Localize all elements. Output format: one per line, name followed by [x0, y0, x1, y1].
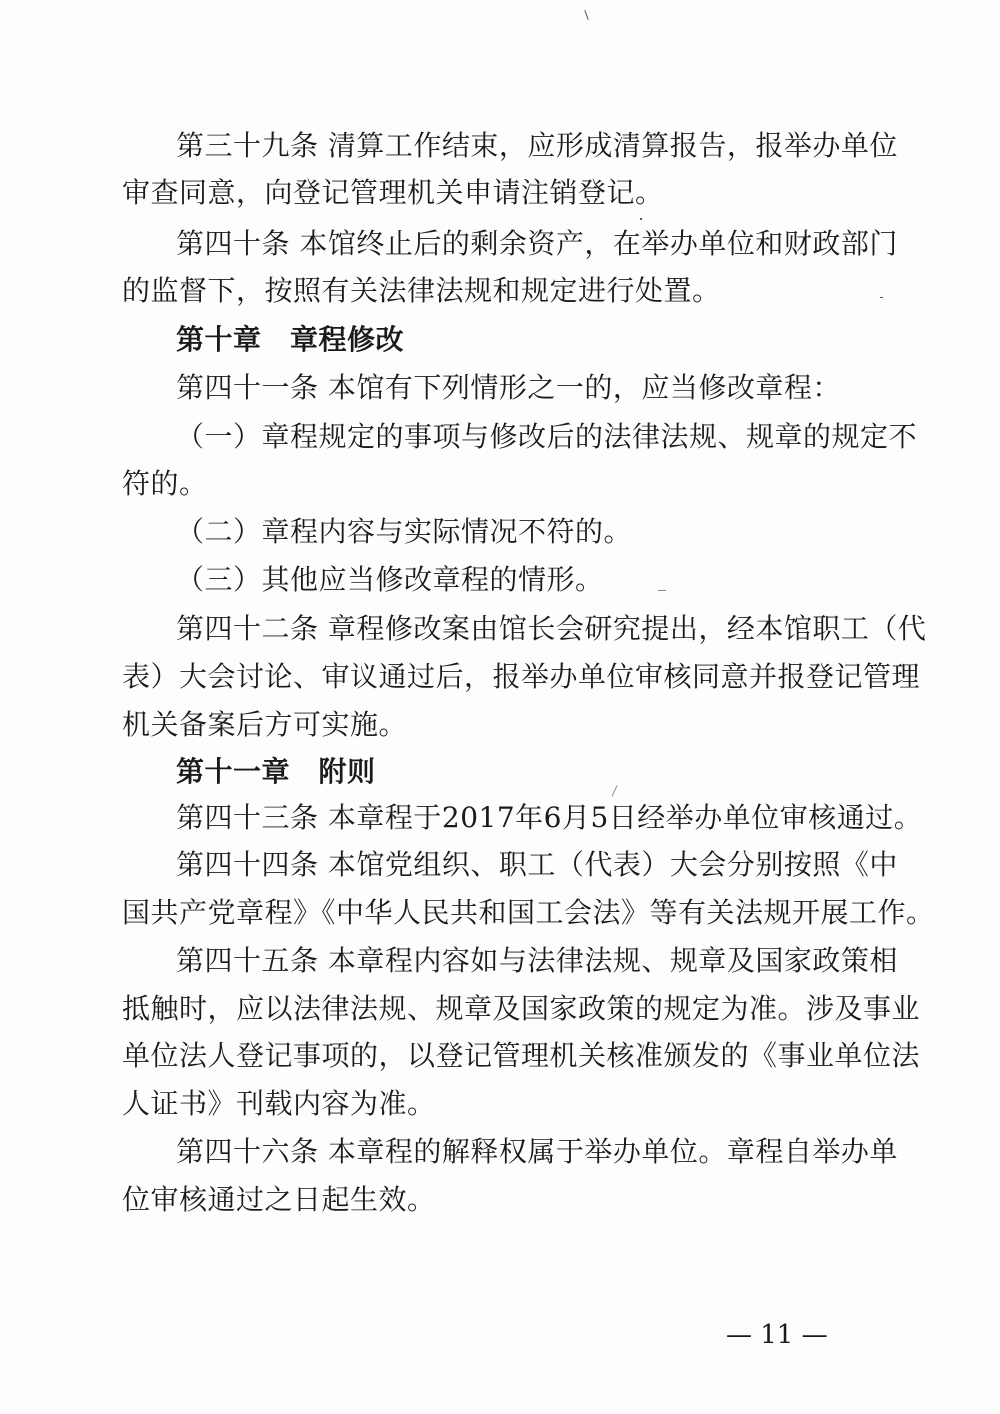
article-42-line-2: 表）大会讨论、审议通过后，报举办单位审核同意并报登记管理 [122, 660, 921, 693]
article-41-item-1-line-2: 符的。 [122, 467, 208, 500]
scan-speck [640, 218, 642, 220]
article-39-line-1: 第三十九条 清算工作结束，应形成清算报告，报举办单位 [176, 129, 898, 162]
article-46-line-1: 第四十六条 本章程的解释权属于举办单位。章程自举办单 [176, 1135, 898, 1168]
article-40-line-1: 第四十条 本馆终止后的剩余资产，在举办单位和财政部门 [176, 227, 898, 260]
article-41-item-2: （二）章程内容与实际情况不符的。 [176, 515, 633, 548]
article-45-line-4: 人证书》刊载内容为准。 [122, 1087, 436, 1120]
article-39-line-2: 审查同意，向登记管理机关申请注销登记。 [122, 176, 664, 209]
page-number: — 11 — [726, 1320, 828, 1350]
article-45-line-1: 第四十五条 本章程内容如与法律法规、规章及国家政策相 [176, 944, 898, 977]
article-43: 第四十三条 本章程于2017年6月5日经举办单位审核通过。 [176, 801, 923, 834]
scan-speck [658, 590, 666, 591]
article-41-item-3: （三）其他应当修改章程的情形。 [176, 563, 604, 596]
article-45-line-3: 单位法人登记事项的，以登记管理机关核准颁发的《事业单位法 [122, 1039, 921, 1072]
chapter-10-heading: 第十章 章程修改 [176, 323, 405, 356]
article-42-line-1: 第四十二条 章程修改案由馆长会研究提出，经本馆职工（代 [176, 612, 927, 645]
article-40-line-2: 的监督下，按照有关法律法规和规定进行处置。 [122, 274, 721, 307]
article-42-line-3: 机关备案后方可实施。 [122, 708, 408, 741]
article-41-item-1-line-1: （一）章程规定的事项与修改后的法律法规、规章的规定不 [176, 420, 918, 453]
article-45-line-2: 抵触时，应以法律法规、规章及国家政策的规定为准。涉及事业 [122, 992, 921, 1025]
article-46-line-2: 位审核通过之日起生效。 [122, 1183, 436, 1216]
scan-speck [584, 10, 588, 20]
scan-speck [880, 297, 883, 298]
article-44-line-1: 第四十四条 本馆党组织、职工（代表）大会分别按照《中 [176, 848, 898, 881]
chapter-11-heading: 第十一章 附则 [176, 755, 376, 788]
article-41-line-1: 第四十一条 本馆有下列情形之一的，应当修改章程： [176, 371, 841, 404]
article-44-line-2: 国共产党章程》《中华人民共和国工会法》等有关法规开展工作。 [122, 896, 935, 929]
